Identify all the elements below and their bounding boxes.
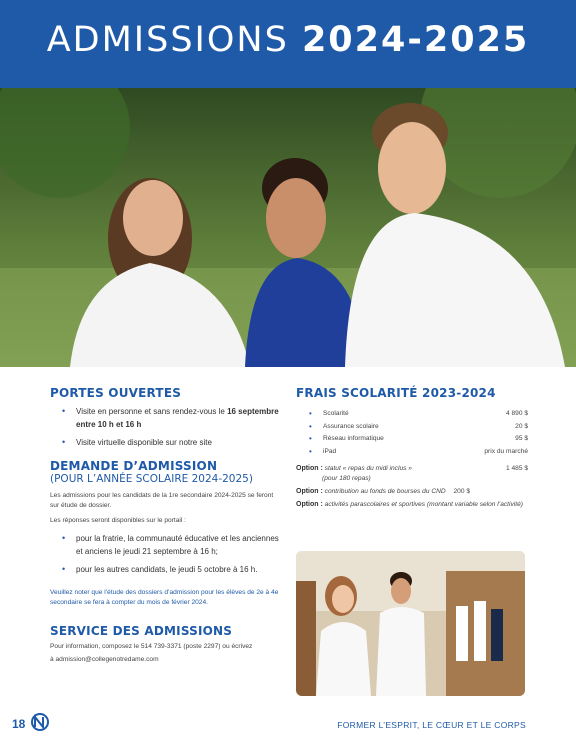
header-banner: [0, 0, 576, 88]
footer-tagline: FORMER L’ESPRIT, LE CŒUR ET LE CORPS: [337, 720, 526, 730]
list-item: • pour la fratrie, la communauté éducative et les anciennes et anciens le jeudi 21 septembre à 16 h;: [50, 532, 282, 558]
hallway-photo: [296, 551, 525, 696]
service-text: Pour information, composez le 514 739-3371 (poste 2297) ou écrivez: [50, 643, 253, 650]
right-column: [296, 386, 528, 510]
service-heading: SERVICE DES ADMISSIONS: [50, 624, 233, 638]
list-item: • Visite virtuelle disponible sur notre site: [50, 436, 282, 449]
service-email[interactable]: à admission@collegenotredame.com: [50, 656, 159, 663]
page-title: [0, 20, 576, 60]
option-activites: Option : activités parascolaires et sportives (montant variable selon l’activité): [296, 501, 523, 508]
demande-heading: DEMANDE D’ADMISSION: [50, 459, 218, 473]
demande-intro: Les admissions pour les candidats de la 1re secondaire 2024-2025 se feront sur étude de dossier.: [50, 492, 274, 509]
demande-subheading: (POUR L’ANNÉE SCOLAIRE 2024-2025): [50, 473, 253, 485]
fee-row: • iPad prix du marché: [296, 446, 528, 459]
option-meal: Option : statut « repas du midi inclus » 1 485 $ (pour 180 repas): [296, 465, 528, 482]
title-year: 2024-2025: [301, 20, 530, 60]
hero-photo: [0, 88, 576, 367]
list-item: • pour les autres candidats, le jeudi 5 octobre à 16 h.: [50, 563, 282, 576]
fee-row: • Réseau informatique 95 $: [296, 433, 528, 446]
nd-logo-icon: [30, 712, 50, 737]
portes-ouvertes-heading: PORTES OUVERTES: [50, 386, 182, 400]
fee-row: • Scolarité 4 890 $: [296, 408, 528, 421]
demande-note: Veuillez noter que l’étude des dossiers d’admission pour les élèves de 2e à 4e secondaire se fera à compter du mois de février 2024.: [50, 589, 279, 606]
page-number: 18: [12, 717, 26, 731]
list-item: • Visite en personne et sans rendez-vous le 16 septembre entre 10 h et 16 h: [50, 405, 282, 431]
left-column: [50, 386, 282, 665]
portes-ouvertes-list: [50, 405, 282, 449]
fee-row: • Assurance scolaire 20 $: [296, 421, 528, 434]
option-bourses: Option : contribution au fonds de bourses du CND 200 $: [296, 488, 470, 495]
title-light: ADMISSIONS: [46, 20, 302, 60]
demande-portal-text: Les réponses seront disponibles sur le portail :: [50, 517, 186, 524]
fees-list: [296, 408, 528, 458]
frais-heading: FRAIS SCOLARITÉ 2023-2024: [296, 386, 496, 400]
demande-list: [50, 532, 282, 576]
